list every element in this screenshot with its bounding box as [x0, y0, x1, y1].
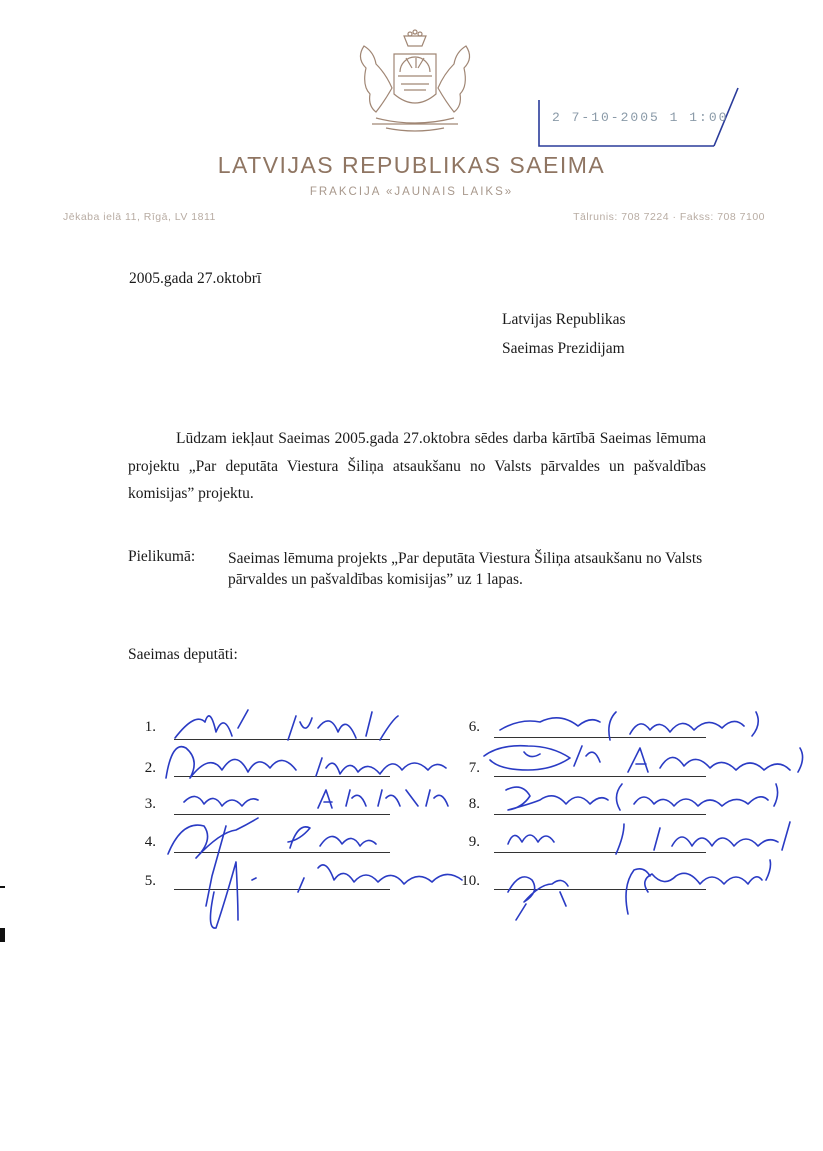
signature-number: 10. [461, 873, 480, 889]
signature-7 [484, 746, 803, 772]
signature-6 [500, 712, 758, 740]
attachment-text: Saeimas lēmuma projekts „Par deputāta Viestura Šiliņa atsaukšanu no Valsts pārvaldes un pašvaldības komisijas” uz 1 lapas. [228, 550, 703, 588]
signature-number: 4. [144, 834, 156, 850]
signature-4 [168, 818, 376, 906]
signature-number: 1. [144, 719, 156, 735]
letterhead-address: Jēkaba ielā 11, Rīgā, LV 1811 [63, 211, 216, 223]
signature-3 [184, 790, 448, 808]
signature-number: 7. [468, 760, 480, 776]
signature-number: 8. [468, 796, 480, 812]
signature-5 [210, 862, 462, 928]
signature-number: 2. [144, 760, 156, 776]
organization-subtitle: FRAKCIJA «JAUNAIS LAIKS» [309, 186, 514, 198]
signature-2 [166, 747, 446, 778]
letter-date: 2005.gada 27.oktobrī [129, 270, 262, 287]
signature-number: 9. [468, 834, 480, 850]
letterhead-phone-fax: Tālrunis: 708 7224 · Fakss: 708 7100 [573, 211, 765, 223]
signature-1 [175, 710, 398, 740]
recipient-line-2: Saeimas Prezidijam [502, 340, 625, 357]
signature-9 [508, 822, 790, 854]
deputies-label: Saeimas deputāti: [128, 646, 238, 663]
signature-10 [508, 860, 771, 920]
attachment-label: Pielikumā: [128, 548, 196, 565]
stamp-date-time: 2 7-10-2005 1 1:00 [552, 110, 729, 125]
signature-number: 3. [144, 796, 156, 812]
signature-number: 5. [144, 873, 156, 889]
recipient-line-1: Latvijas Republikas [502, 311, 626, 328]
scan-edge-mark [0, 886, 5, 888]
signature-number: 6. [468, 719, 480, 735]
request-paragraph-text: Lūdzam iekļaut Saeimas 2005.gada 27.oktobra sēdes darba kārtībā Saeimas lēmuma projektu „Par deputāta Viestura Šiliņa atsaukšanu no Valsts pārvaldes un pašvaldības komisijas” projektu. [128, 430, 706, 502]
organization-title: LATVIJAS REPUBLIKAS SAEIMA [217, 152, 606, 178]
scan-edge-mark [0, 928, 5, 942]
signature-8 [506, 784, 778, 810]
